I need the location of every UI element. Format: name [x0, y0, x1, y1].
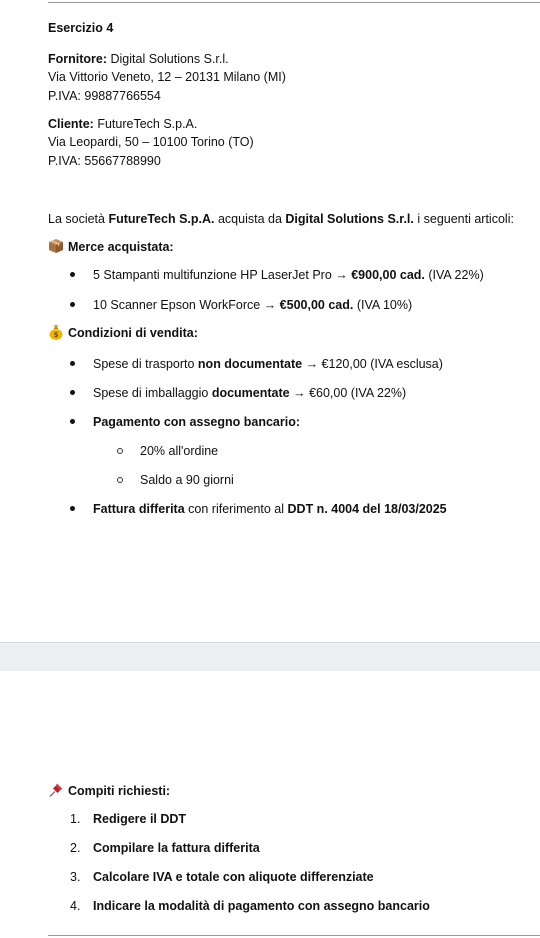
client-vat: P.IVA: 55667788990: [48, 154, 161, 168]
payment-heading: Pagamento con assegno bancario:: [93, 415, 300, 429]
invoice-note: Fattura differita con riferimento al DDT n. 4004 del 18/03/2025: [93, 502, 447, 516]
task-number: 2.: [70, 841, 81, 855]
bottom-rule: [48, 935, 540, 936]
task-item-3: Calcolare IVA e totale con aliquote differenziate: [93, 870, 374, 884]
task-number: 3.: [70, 870, 81, 884]
packaging-costs: Spese di imballaggio documentate → €60,00 (IVA 22%): [93, 386, 407, 400]
client-address: Via Leopardi, 50 – 10100 Torino (TO): [48, 135, 254, 149]
goods-item-2: 10 Scanner Epson WorkForce → €500,00 cad. (IVA 10%): [93, 298, 413, 312]
task-item-2: Compilare la fattura differita: [93, 841, 260, 855]
bullet-icon: [70, 361, 75, 366]
payment-subitem-2: Saldo a 90 giorni: [140, 473, 234, 487]
tasks-heading: Compiti richiesti:: [68, 784, 171, 798]
supplier-address: Via Vittorio Veneto, 12 – 20131 Milano (MI): [48, 70, 286, 84]
client-line: Cliente: FutureTech S.p.A.: [48, 117, 198, 131]
sub-bullet-icon: [117, 477, 123, 483]
pushpin-icon: [48, 782, 64, 798]
bullet-icon: [70, 272, 75, 277]
conditions-heading: Condizioni di vendita:: [68, 326, 198, 340]
transport-costs: Spese di trasporto non documentate → €120,00 (IVA esclusa): [93, 357, 443, 371]
top-rule: [48, 2, 540, 3]
money-bag-icon: [48, 324, 64, 340]
task-number: 1.: [70, 812, 81, 826]
svg-text:$: $: [53, 331, 59, 340]
goods-item-1: 5 Stampanti multifunzione HP LaserJet Pro → €900,00 cad. (IVA 22%): [93, 268, 484, 282]
exercise-title: Esercizio 4: [48, 21, 114, 35]
document-page-2: [0, 671, 540, 938]
payment-subitem-1: 20% all'ordine: [140, 444, 219, 458]
supplier-line: Fornitore: Digital Solutions S.r.l.: [48, 52, 229, 66]
goods-heading: Merce acquistata:: [68, 240, 174, 254]
task-item-1: Redigere il DDT: [93, 812, 187, 826]
package-icon: [48, 238, 64, 254]
supplier-vat: P.IVA: 99887766554: [48, 89, 161, 103]
page-break: [0, 642, 540, 672]
sub-bullet-icon: [117, 448, 123, 454]
bullet-icon: [70, 390, 75, 395]
bullet-icon: [70, 506, 75, 511]
task-number: 4.: [70, 899, 81, 913]
bullet-icon: [70, 419, 75, 424]
intro-paragraph: La società FutureTech S.p.A. acquista da Digital Solutions S.r.l. i seguenti articoli:: [48, 212, 514, 226]
task-item-4: Indicare la modalità di pagamento con assegno bancario: [93, 899, 430, 913]
bullet-icon: [70, 302, 75, 307]
